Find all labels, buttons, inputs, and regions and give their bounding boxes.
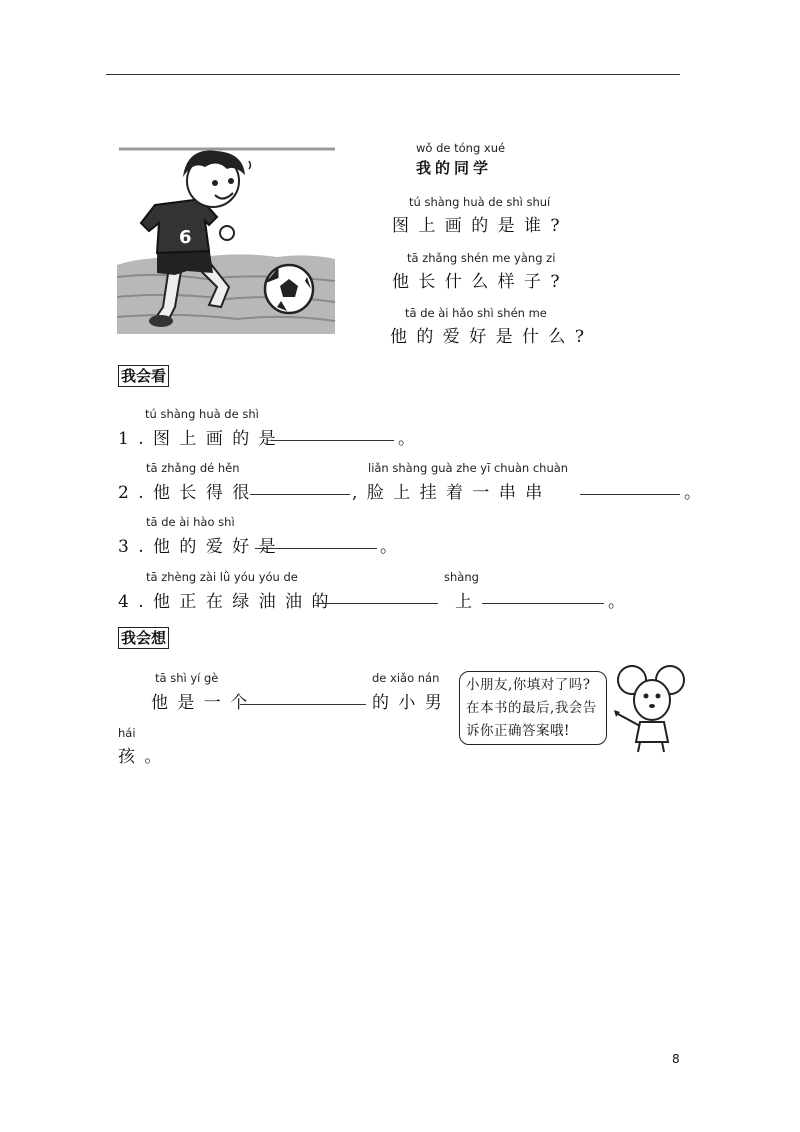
- bubble-line-3: 诉你正确答案哦!: [466, 723, 570, 739]
- think-pinyin-b: de xiǎo nán: [372, 671, 440, 685]
- item-4-pinyin-b: shàng: [444, 570, 479, 584]
- think-pinyin-a: tā shì yí gè: [155, 671, 219, 685]
- section-heading-look: 我会看: [118, 365, 169, 387]
- item-1-blank[interactable]: [272, 424, 394, 441]
- item-4-blank-1[interactable]: [316, 587, 438, 604]
- story-title: 我的同学: [416, 159, 493, 177]
- item-3-blank[interactable]: [255, 532, 377, 549]
- mouse-mascot-icon: [610, 662, 690, 754]
- question-2-pinyin: tā zhǎng shén me yàng zi: [407, 251, 556, 265]
- item-4-mid: 上: [455, 592, 474, 612]
- item-4-blank-2[interactable]: [482, 587, 604, 604]
- bubble-line-1: 小朋友,你填对了吗?: [466, 677, 591, 693]
- think-text-c: 孩 。: [118, 747, 164, 767]
- item-2-blank-2[interactable]: [580, 478, 680, 495]
- question-3-pinyin: tā de ài hǎo shì shén me: [405, 306, 547, 320]
- item-2-end: 。: [684, 483, 703, 503]
- page-number: 8: [672, 1052, 680, 1066]
- question-1-pinyin: tú shàng huà de shì shuí: [409, 195, 551, 209]
- item-4-text-a: 4 . 他 正 在 绿 油 油 的: [118, 592, 331, 612]
- section-heading-think: 我会想: [118, 627, 169, 649]
- jersey-number: 6: [179, 227, 192, 248]
- bubble-line-2: 在本书的最后,我会告: [466, 700, 597, 716]
- item-2-mid: , 脸 上 挂 着 一 串 串: [352, 483, 545, 503]
- item-2-text-a: 2 . 他 长 得 很: [118, 483, 252, 503]
- item-1-text: 1 . 图 上 画 的 是: [118, 429, 278, 449]
- item-3-pinyin: tā de ài hào shì: [146, 515, 235, 529]
- item-4-end: 。: [608, 592, 627, 612]
- item-2-blank-1[interactable]: [250, 478, 350, 495]
- title-pinyin: wǒ de tóng xué: [416, 141, 506, 155]
- question-1: 图 上 画 的 是 谁 ?: [392, 216, 562, 236]
- think-blank[interactable]: [240, 688, 366, 705]
- item-1-end: 。: [398, 429, 417, 449]
- speech-bubble: [459, 671, 607, 745]
- question-3: 他 的 爱 好 是 什 么 ?: [390, 327, 586, 347]
- header-rule: [106, 74, 680, 75]
- item-2-pinyin-a: tā zhǎng dé hěn: [146, 461, 240, 475]
- item-1-pinyin: tú shàng huà de shì: [145, 407, 259, 421]
- think-pinyin-c: hái: [118, 726, 136, 740]
- item-3-end: 。: [380, 537, 399, 557]
- think-text-a: 他 是 一 个: [151, 693, 250, 713]
- item-4-pinyin-a: tā zhèng zài lǜ yóu yóu de: [146, 570, 298, 584]
- question-2: 他 长 什 么 样 子 ?: [392, 272, 562, 292]
- item-2-pinyin-b: liǎn shàng guà zhe yī chuàn chuàn: [368, 461, 569, 475]
- think-text-b: 的 小 男: [372, 693, 444, 713]
- boy-football-illustration: [117, 147, 337, 334]
- item-3-text: 3 . 他 的 爱 好 是: [118, 537, 278, 557]
